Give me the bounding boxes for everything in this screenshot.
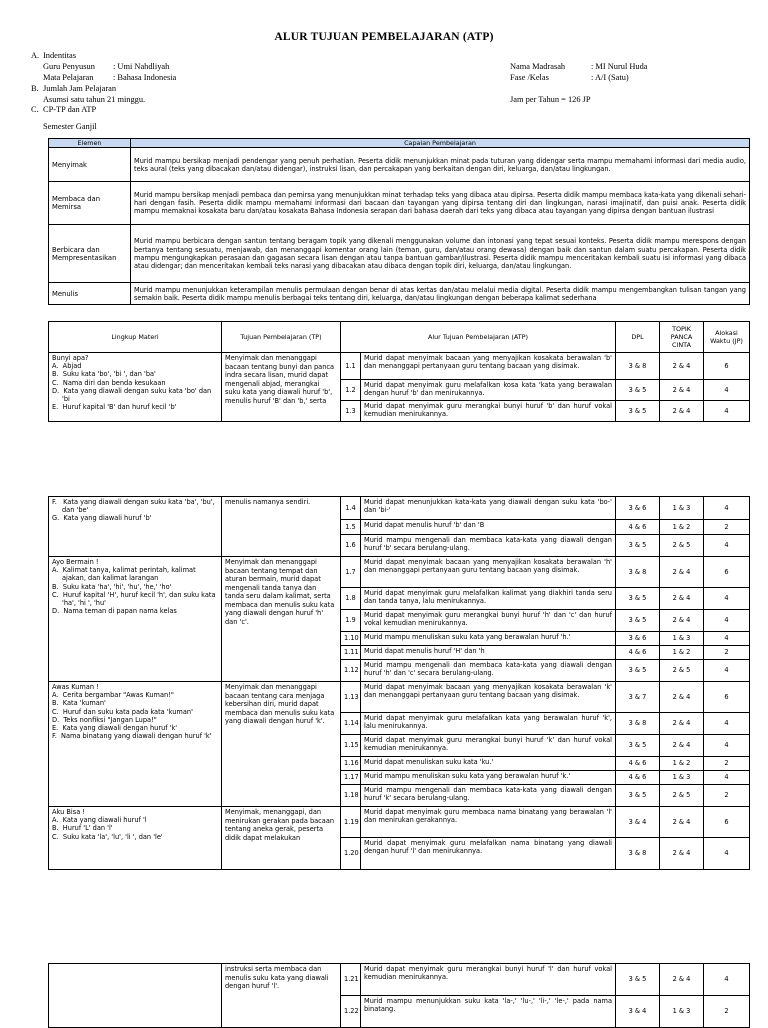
atp-number: 1.13 <box>341 682 361 713</box>
lingkup-item: E. Huruf kapital 'B' dan huruf kecil 'b' <box>52 403 177 412</box>
lingkup-item: F. Kata yang diawali dengan suku kata 'ba', 'bu', dan 'be' <box>52 498 215 515</box>
lingkup-item: A. Kalimat tanya, kalimat perintah, kalimat ajakan, dan kalimat larangan <box>52 566 196 583</box>
topik-value: 1 & 3 <box>660 497 704 520</box>
topik-value: 1 & 3 <box>660 632 704 646</box>
atp-header-row <box>49 322 750 353</box>
tujuan-pembelajaran-cell: Menyimak dan menanggapi bacaan tentang tempat dan aturan bermain, murid dapat mengenali tanda tanya dan tanda seru dalam kalimat, serta membaca dan menulis suku kata yang diawali dengan huruf 'h' dan 'c'. <box>222 557 341 682</box>
atp-description: Murid mampu menuliskan suku kata yang berawalan huruf 'h.' <box>361 632 616 646</box>
cp-desc: Murid mampu bersikap menjadi pendengar yang penuh perhatian. Peserta didik menunjukkan minat pada tuturan yang didengar serta mampu memahami informasi dari media audio, teks aural (teks yang dibacakan dan/atau didengar), instruksi lisan, dan percakapan yang berkaitan dengan diri, keluarga, dan/atau lingkungan. <box>131 148 750 182</box>
tujuan-pembelajaran-cell: Menyimak, menanggapi, dan menirukan gerakan pada bacaan tentang aneka gerak, peserta didik dapat melakukan <box>222 807 341 870</box>
alokasi-value: 6 <box>704 353 750 380</box>
dpl-value: 3 & 6 <box>616 632 660 646</box>
lingkup-item: B. Suku kata 'bo', 'bi ', dan 'ba' <box>52 370 156 379</box>
topik-value: 1 & 3 <box>660 996 704 1028</box>
alokasi-value: 4 <box>704 632 750 646</box>
alokasi-value: 6 <box>704 682 750 713</box>
dpl-value: 3 & 5 <box>616 964 660 996</box>
alokasi-value: 2 <box>704 646 750 660</box>
lingkup-materi-cell <box>49 964 222 1028</box>
alokasi-value: 4 <box>704 380 750 401</box>
col-lingkup-materi: Lingkup Materi <box>49 322 222 353</box>
cp-header-row <box>49 139 750 148</box>
atp-description: Murid mampu mengenali dan membaca kata-kata yang diawali dengan huruf 'h' dan 'c' secara berulang-ulang. <box>361 660 616 682</box>
dpl-value: 4 & 6 <box>616 757 660 771</box>
lingkup-item: C. Huruf kapital 'H', huruf kecil 'h', dan suku kata 'ha', 'hi ', 'hu' <box>52 590 216 608</box>
guru-value: : Umi Nahdliyah <box>113 62 170 71</box>
lingkup-item: F. Nama binatang yang diawali dengan huruf 'k' <box>52 732 212 741</box>
lingkup-item: D. Teks nonfiksi "Jangan Lupa!" <box>52 715 157 724</box>
topik-value: 2 & 4 <box>660 807 704 838</box>
lingkup-item: A. Abjad <box>52 362 82 371</box>
col-dpl: DPL <box>616 322 660 353</box>
col-tujuan-pembelajaran: Tujuan Pembelajaran (TP) <box>222 322 341 353</box>
mapel-label: Mata Pelajaran <box>43 73 94 82</box>
atp-description: Murid dapat menunjukkan kata-kata yang diawali dengan suku kata 'bo-' dan 'bi-' <box>361 497 616 520</box>
alokasi-value: 4 <box>704 535 750 557</box>
lingkup-item: A. Kata yang diawali huruf 'l <box>52 816 147 825</box>
cp-col-capaian: Capaian Pembelajaran <box>131 139 750 148</box>
alokasi-value: 4 <box>704 660 750 682</box>
topik-value: 2 & 4 <box>660 610 704 632</box>
asumsi-text: Asumsi satu tahun 21 minggu. <box>43 95 146 104</box>
atp-description: Murid dapat menyimak guru merangkai bunyi huruf 'b' dan huruf vokal kemudian menirukannya. <box>361 401 616 422</box>
cp-elemen: Berbicara dan Mempresentasikan <box>49 225 131 283</box>
dpl-value: 3 & 5 <box>616 785 660 807</box>
section-b-heading: Jumlah Jam Pelajaran <box>43 84 117 93</box>
topik-value: 2 & 4 <box>660 380 704 401</box>
topik-value: 2 & 5 <box>660 535 704 557</box>
section-c-heading: CP-TP dan ATP <box>43 105 97 114</box>
cp-desc: Murid mampu berbicara dengan santun tentang beragam topik yang dikenali menggunakan volume dan intonasi yang tepat sesuai konteks. Peserta didik mampu merespons dengan bertanya tentang sesuatu, menjawab, dan menanggapi komentar orang lain (teman, guru, dan/atau orang dewasa) dengan baik dan santun dalam suatu percakapan. Peserta didik mampu mengungkapkan perasaan dan gagasan secara lisan dengan atau tanpa bantuan gambar/ilustrasi. Peserta didik mampu menceritakan kembali suatu isi informasi yang dibaca atau didengar; dan menceritakan kembali teks narasi yang dibacakan atau dibaca dengan topik diri, keluarga, dan/atau lingkungan. <box>131 225 750 283</box>
dpl-value: 4 & 6 <box>616 520 660 535</box>
atp-number: 1.19 <box>341 807 361 838</box>
topik-value: 1 & 2 <box>660 757 704 771</box>
dpl-value: 3 & 5 <box>616 660 660 682</box>
atp-description: Murid dapat menulis huruf 'H' dan 'h <box>361 646 616 660</box>
atp-number: 1.22 <box>341 996 361 1028</box>
alokasi-value: 4 <box>704 401 750 422</box>
section-a-marker: A. <box>31 51 40 60</box>
atp-number: 1.9 <box>341 610 361 632</box>
atp-description: Murid dapat menyimak bacaan yang menyajikan kosakata berawalan 'b' dan menanggapi pertanyaan guru tentang bacaan yang disimak. <box>361 353 616 380</box>
atp-description: Murid mampu mengenali dan membaca kata-kata yang diawali dengan huruf 'k' secara berulang-ulang. <box>361 785 616 807</box>
dpl-value: 3 & 5 <box>616 401 660 422</box>
dpl-value: 3 & 8 <box>616 557 660 588</box>
lingkup-item: B. Suku kata 'ha', 'hi', 'hu', 'he,' 'ho' <box>52 582 172 591</box>
semester-label: Semester Ganjil <box>43 122 97 131</box>
atp-table-1 <box>48 321 750 422</box>
atp-description: Murid dapat menyimak bacaan yang menyajikan kosakata berawalan 'k' dan menanggapi pertanyaan guru tentang bacaan yang disimak. <box>361 682 616 713</box>
tujuan-pembelajaran-cell: Menyimak dan menanggapi bacaan tentang bunyi dan panca indra secara lisan, murid dapat mengenali abjad, merangkai suku kata yang diawali huruf 'b', menulis huruf 'B' dan 'b,' serta <box>222 353 341 422</box>
lingkup-item: D. Nama teman di papan nama kelas <box>52 607 177 616</box>
cp-row <box>49 148 750 182</box>
atp-table-2 <box>48 496 750 870</box>
atp-number: 1.7 <box>341 557 361 588</box>
section-c-marker: C. <box>31 105 39 114</box>
dpl-value: 3 & 5 <box>616 588 660 610</box>
topik-value: 2 & 4 <box>660 735 704 757</box>
tujuan-pembelajaran-cell: instruksi serta membaca dan menulis suku kata yang diawali dengan huruf 'l'. <box>222 964 341 1028</box>
cp-row <box>49 225 750 283</box>
atp-number: 1.15 <box>341 735 361 757</box>
alokasi-value: 2 <box>704 785 750 807</box>
atp-number: 1.4 <box>341 497 361 520</box>
atp-number: 1.20 <box>341 838 361 870</box>
atp-description: Murid dapat menyimak guru merangkai bunyi huruf 'h' dan 'c' dan huruf vokal kemudian menirukannya. <box>361 610 616 632</box>
mapel-value: : Bahasa Indonesia <box>113 73 177 82</box>
table-row <box>49 353 750 380</box>
section-b-marker: B. <box>31 84 39 93</box>
atp-description: Murid mampu menuliskan suku kata yang berawalan huruf 'k.' <box>361 771 616 785</box>
lingkup-materi-cell <box>49 497 222 557</box>
cp-desc: Murid mampu menunjukkan keterampilan menulis permulaan dengan benar di atas kertas dan/atau melalui media digital. Peserta didik mampu mengembangkan tulisan tangan yang semakin baik. Peserta didik mampu menulis berbagai teks tentang diri, keluarga, dan/atau lingkungan dengan beberapa kalimat sederhana <box>131 283 750 305</box>
table-row <box>49 964 750 996</box>
alokasi-value: 6 <box>704 557 750 588</box>
lingkup-item: B. Huruf 'L' dan 'l' <box>52 824 113 833</box>
cp-col-elemen: Elemen <box>49 139 131 148</box>
atp-number: 1.17 <box>341 771 361 785</box>
atp-description: Murid dapat menuliskan suku kata 'ku.' <box>361 757 616 771</box>
atp-number: 1.12 <box>341 660 361 682</box>
alokasi-value: 2 <box>704 757 750 771</box>
dpl-value: 3 & 8 <box>616 353 660 380</box>
lingkup-item: D. Kata yang diawali dengan suku kata 'bo' dan 'bi <box>52 386 212 404</box>
lingkup-item: E. Kata yang diawali dengan huruf 'k' <box>52 724 178 733</box>
table-row <box>49 557 750 588</box>
lingkup-title: Awas Kuman ! <box>52 683 99 691</box>
alokasi-value: 4 <box>704 610 750 632</box>
lingkup-materi-cell <box>49 557 222 682</box>
atp-description: Murid dapat menyimak guru merangkai bunyi huruf 'k' dan huruf vokal kemudian menirukannya. <box>361 735 616 757</box>
lingkup-title: Bunyi apa? <box>52 354 89 362</box>
alokasi-value: 2 <box>704 996 750 1028</box>
lingkup-item: C. Suku kata 'la', 'lu', 'li ', dan 'le' <box>52 832 163 841</box>
dpl-value: 3 & 8 <box>616 713 660 735</box>
topik-value: 2 & 4 <box>660 682 704 713</box>
cp-elemen: Membaca dan Memirsa <box>49 182 131 225</box>
dpl-value: 3 & 4 <box>616 807 660 838</box>
topik-value: 2 & 4 <box>660 353 704 380</box>
tujuan-pembelajaran-cell: menulis namanya sendiri. <box>222 497 341 557</box>
atp-number: 1.1 <box>341 353 361 380</box>
col-alokasi-waktu: Alokasi Waktu (JP) <box>704 322 750 353</box>
dpl-value: 3 & 5 <box>616 735 660 757</box>
atp-table-3 <box>48 963 750 1028</box>
cp-desc: Murid mampu bersikap menjadi pembaca dan pemirsa yang menunjukkan minat terhadap teks yang dibaca atau dipirsa. Peserta didik mampu membaca kata-kata yang dikenali sehari-hari dengan fasih. Peserta didik mampu memahami informasi dari bacaan dan tayangan yang dipirsa tentang diri dan lingkungan, narasi imajinatif, dan puisi anak. Peserta didik mampu memaknai kosakata baru dan/atau kosakata Bahasa Indonesia serapan dari bahasa daerah dari teks yang dibaca atau tayangan yang dipirsa dengan bantuan ilustrasi <box>131 182 750 225</box>
cp-elemen: Menyimak <box>49 148 131 182</box>
topik-value: 2 & 4 <box>660 401 704 422</box>
topik-value: 2 & 4 <box>660 713 704 735</box>
lingkup-materi-cell <box>49 682 222 807</box>
atp-number: 1.14 <box>341 713 361 735</box>
lingkup-item: C. Nama diri dan benda kesukaan <box>52 378 166 387</box>
table-row <box>49 807 750 838</box>
atp-number: 1.5 <box>341 520 361 535</box>
atp-description: Murid dapat menyimak guru melafalkan nama binatang yang diawali dengan huruf 'l' dan menirukannya. <box>361 838 616 870</box>
tujuan-pembelajaran-cell: Menyimak dan menanggapi bacaan tentang cara menjaga kebersihan diri, murid dapat membaca dan menulis suku kata yang diawali dengan huruf 'k'. <box>222 682 341 807</box>
atp-number: 1.10 <box>341 632 361 646</box>
atp-number: 1.2 <box>341 380 361 401</box>
atp-description: Murid dapat menyimak guru melafalkan kata yang berawalan huruf 'k', lalu menirukannya. <box>361 713 616 735</box>
dpl-value: 4 & 6 <box>616 771 660 785</box>
cp-row <box>49 182 750 225</box>
table-row <box>49 497 750 520</box>
cp-table <box>48 138 750 305</box>
cp-row <box>49 283 750 305</box>
fase-label: Fase /Kelas <box>510 73 549 82</box>
atp-number: 1.11 <box>341 646 361 660</box>
topik-value: 2 & 4 <box>660 838 704 870</box>
lingkup-title: Ayo Bermain ! <box>52 558 99 566</box>
alokasi-value: 4 <box>704 771 750 785</box>
atp-description: Murid dapat menulis huruf 'b' dan 'B <box>361 520 616 535</box>
lingkup-materi-cell <box>49 807 222 870</box>
alokasi-value: 4 <box>704 713 750 735</box>
atp-description: Murid mampu mengenali dan membaca kata-kata yang diawali dengan huruf 'b' secara berulang-ulang. <box>361 535 616 557</box>
topik-value: 1 & 3 <box>660 771 704 785</box>
atp-number: 1.6 <box>341 535 361 557</box>
lingkup-item: G. Kata yang diawali huruf 'b' <box>52 514 152 523</box>
lingkup-title: Aku Bisa ! <box>52 808 85 816</box>
alokasi-value: 4 <box>704 964 750 996</box>
section-a-heading: Indentitas <box>43 51 77 60</box>
lingkup-item: B. Kata 'kuman' <box>52 699 106 708</box>
col-alur-tujuan: Alur Tujuan Pembelajaran (ATP) <box>341 322 616 353</box>
atp-description: Murid dapat menyimak guru membaca nama binatang yang berawalan 'l' dan menirukan gerakannya. <box>361 807 616 838</box>
topik-value: 2 & 5 <box>660 785 704 807</box>
topik-value: 1 & 2 <box>660 520 704 535</box>
dpl-value: 3 & 7 <box>616 682 660 713</box>
atp-number: 1.3 <box>341 401 361 422</box>
atp-description: Murid dapat menyimak guru merangkai bunyi huruf 'l' dan huruf vokal kemudian menirukannya. <box>361 964 616 996</box>
lingkup-item: A. Cerita bergambar "Awas Kuman!" <box>52 691 174 700</box>
alokasi-value: 4 <box>704 838 750 870</box>
atp-number: 1.8 <box>341 588 361 610</box>
alokasi-value: 2 <box>704 520 750 535</box>
madrasah-label: Nama Madrasah <box>510 62 566 71</box>
alokasi-value: 6 <box>704 807 750 838</box>
dpl-value: 3 & 6 <box>616 497 660 520</box>
topik-value: 2 & 5 <box>660 660 704 682</box>
atp-number: 1.21 <box>341 964 361 996</box>
table-row <box>49 682 750 713</box>
atp-number: 1.16 <box>341 757 361 771</box>
fase-value: : A/I (Satu) <box>591 73 629 82</box>
dpl-value: 3 & 5 <box>616 380 660 401</box>
topik-value: 2 & 4 <box>660 557 704 588</box>
jam-per-tahun: Jam per Tahun = 126 JP <box>510 95 591 104</box>
atp-description: Murid dapat menyimak bacaan yang menyajikan kosakata berawalan 'h' dan menanggapi pertanyaan guru tentang bacaan yang disimak. <box>361 557 616 588</box>
lingkup-item: C. Huruf dan suku kata pada kata 'kuman' <box>52 707 193 716</box>
atp-description: Murid mampu menunjukkan suku kata 'la-,' 'lu-,' 'li-,' 'le-,' pada nama binatang. <box>361 996 616 1028</box>
alokasi-value: 4 <box>704 497 750 520</box>
dpl-value: 3 & 5 <box>616 610 660 632</box>
dpl-value: 3 & 5 <box>616 535 660 557</box>
dpl-value: 4 & 6 <box>616 646 660 660</box>
topik-value: 2 & 4 <box>660 964 704 996</box>
alokasi-value: 4 <box>704 588 750 610</box>
cp-elemen: Menulis <box>49 283 131 305</box>
atp-description: Murid dapat menyimak guru melafalkan kalimat yang diakhiri tanda seru dan tanda tanya, lalu menirukannya. <box>361 588 616 610</box>
alokasi-value: 4 <box>704 735 750 757</box>
page-title: ALUR TUJUAN PEMBELAJARAN (ATP) <box>274 31 494 43</box>
lingkup-materi-cell <box>49 353 222 422</box>
dpl-value: 3 & 8 <box>616 838 660 870</box>
topik-value: 2 & 4 <box>660 588 704 610</box>
col-topik-panca-cinta: TOPIK PANCA CINTA <box>660 322 704 353</box>
dpl-value: 3 & 4 <box>616 996 660 1028</box>
guru-label: Guru Penyusun <box>43 62 95 71</box>
madrasah-value: : MI Nurul Huda <box>591 62 648 71</box>
atp-description: Murid dapat menyimak guru melafalkan kosa kata 'kata yang berawalan dengan huruf 'b' dan menirukannya. <box>361 380 616 401</box>
topik-value: 1 & 2 <box>660 646 704 660</box>
atp-number: 1.18 <box>341 785 361 807</box>
